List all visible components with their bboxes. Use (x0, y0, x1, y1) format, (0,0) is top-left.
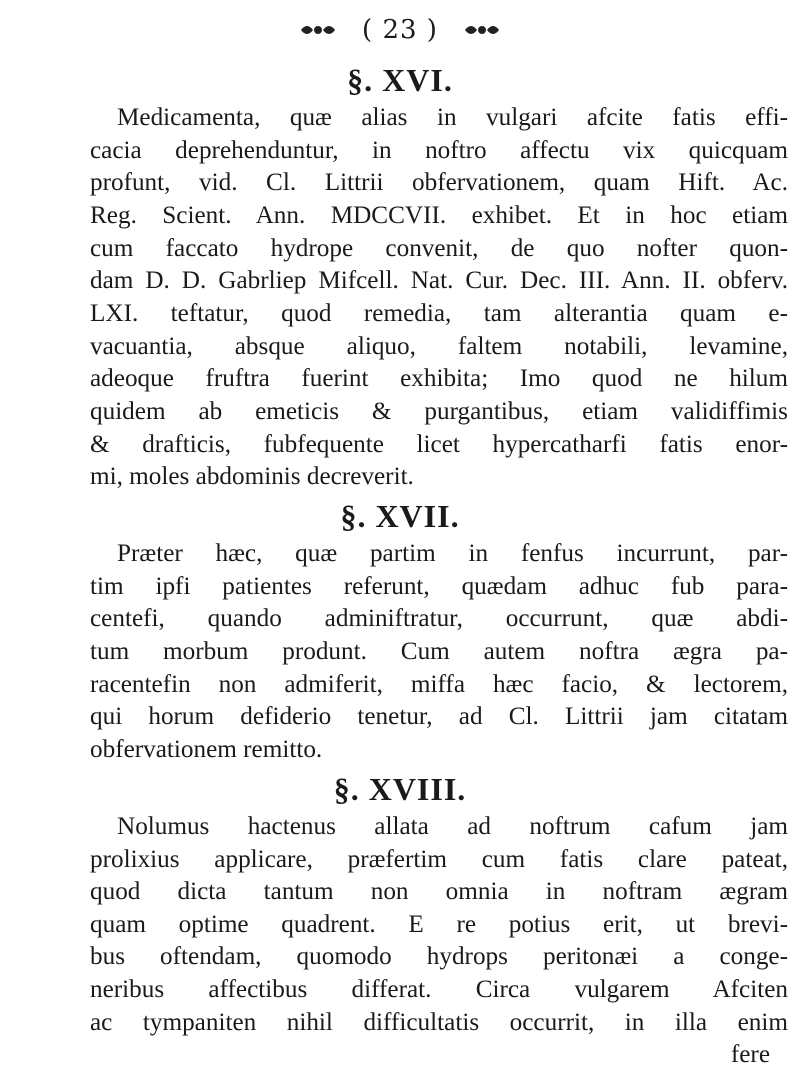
text-line: tum morbum produnt. Cum autem noftra ægra pa- (90, 638, 788, 665)
text-line: Medicamenta, quæ alias in vulgari afcite fatis effi- (117, 104, 788, 131)
text-line: dam D. D. Gabrliep Mifcell. Nat. Cur. Dec. III. Ann. II. obferv. (90, 267, 788, 294)
text-line: racentefin non admiferit, miffa hæc facio, & lectorem, (90, 671, 788, 698)
text-line: obfervationem remitto. (90, 736, 323, 763)
text-line: neribus affectibus differat. Circa vulgarem Afciten (90, 976, 788, 1003)
left-ornament-icon (299, 20, 337, 40)
text-line: bus oftendam, quomodo hydrops peritonæi a conge- (90, 943, 788, 970)
text-line: centefi, quando adminiftratur, occurrunt, quæ abdi- (90, 605, 788, 632)
text-line: quidem ab emeticis & purgantibus, etiam validiffimis (90, 398, 788, 425)
text-line: cum faccato hydrope convenit, de quo nofter quon- (90, 235, 788, 262)
right-ornament-icon (463, 20, 501, 40)
text-line: prolixius applicare, præfertim cum fatis clare pateat, (90, 846, 788, 873)
text-line: quod dicta tantum non omnia in noftram ægram (90, 878, 788, 905)
page-header (0, 14, 800, 45)
text-line: ac tympaniten nihil difficultatis occurrit, in illa enim (90, 1009, 788, 1036)
text-line: profunt, vid. Cl. Littrii obfervationem, quam Hift. Ac. (90, 169, 788, 196)
text-line: vacuantia, absque aliquo, faltem notabili, levamine, (90, 333, 788, 360)
text-line: Reg. Scient. Ann. MDCCVII. exhibet. Et in hoc etiam (90, 202, 788, 229)
text-line: cacia deprehenduntur, in noftro affectu vix quicquam (90, 137, 788, 164)
text-line: quam optime quadrent. E re potius erit, ut brevi- (90, 911, 788, 938)
text-line: adeoque fruftra fuerint exhibita; Imo quod ne hilum (90, 365, 788, 392)
catchword: fere (730, 1041, 770, 1068)
section-heading: §. XVI. (347, 62, 453, 98)
section-heading: §. XVII. (340, 498, 460, 534)
text-line: & drafticis, fubfequente licet hypercatharfi fatis enor- (90, 431, 788, 458)
page-number: ( 23 ) (362, 15, 438, 45)
text-line: LXI. teftatur, quod remedia, tam alterantia quam e- (90, 300, 788, 327)
text-line: Præter hæc, quæ partim in fenfus incurrunt, par- (117, 540, 788, 567)
text-line: mi, moles abdominis decreverit. (90, 463, 414, 490)
text-line: tim ipfi patientes referunt, quædam adhuc fub para- (90, 573, 788, 600)
text-line: qui horum defiderio tenetur, ad Cl. Littrii jam citatam (90, 703, 788, 730)
text-line: Nolumus hactenus allata ad noftrum cafum jam (117, 813, 788, 840)
section-heading: §. XVIII. (333, 771, 467, 807)
